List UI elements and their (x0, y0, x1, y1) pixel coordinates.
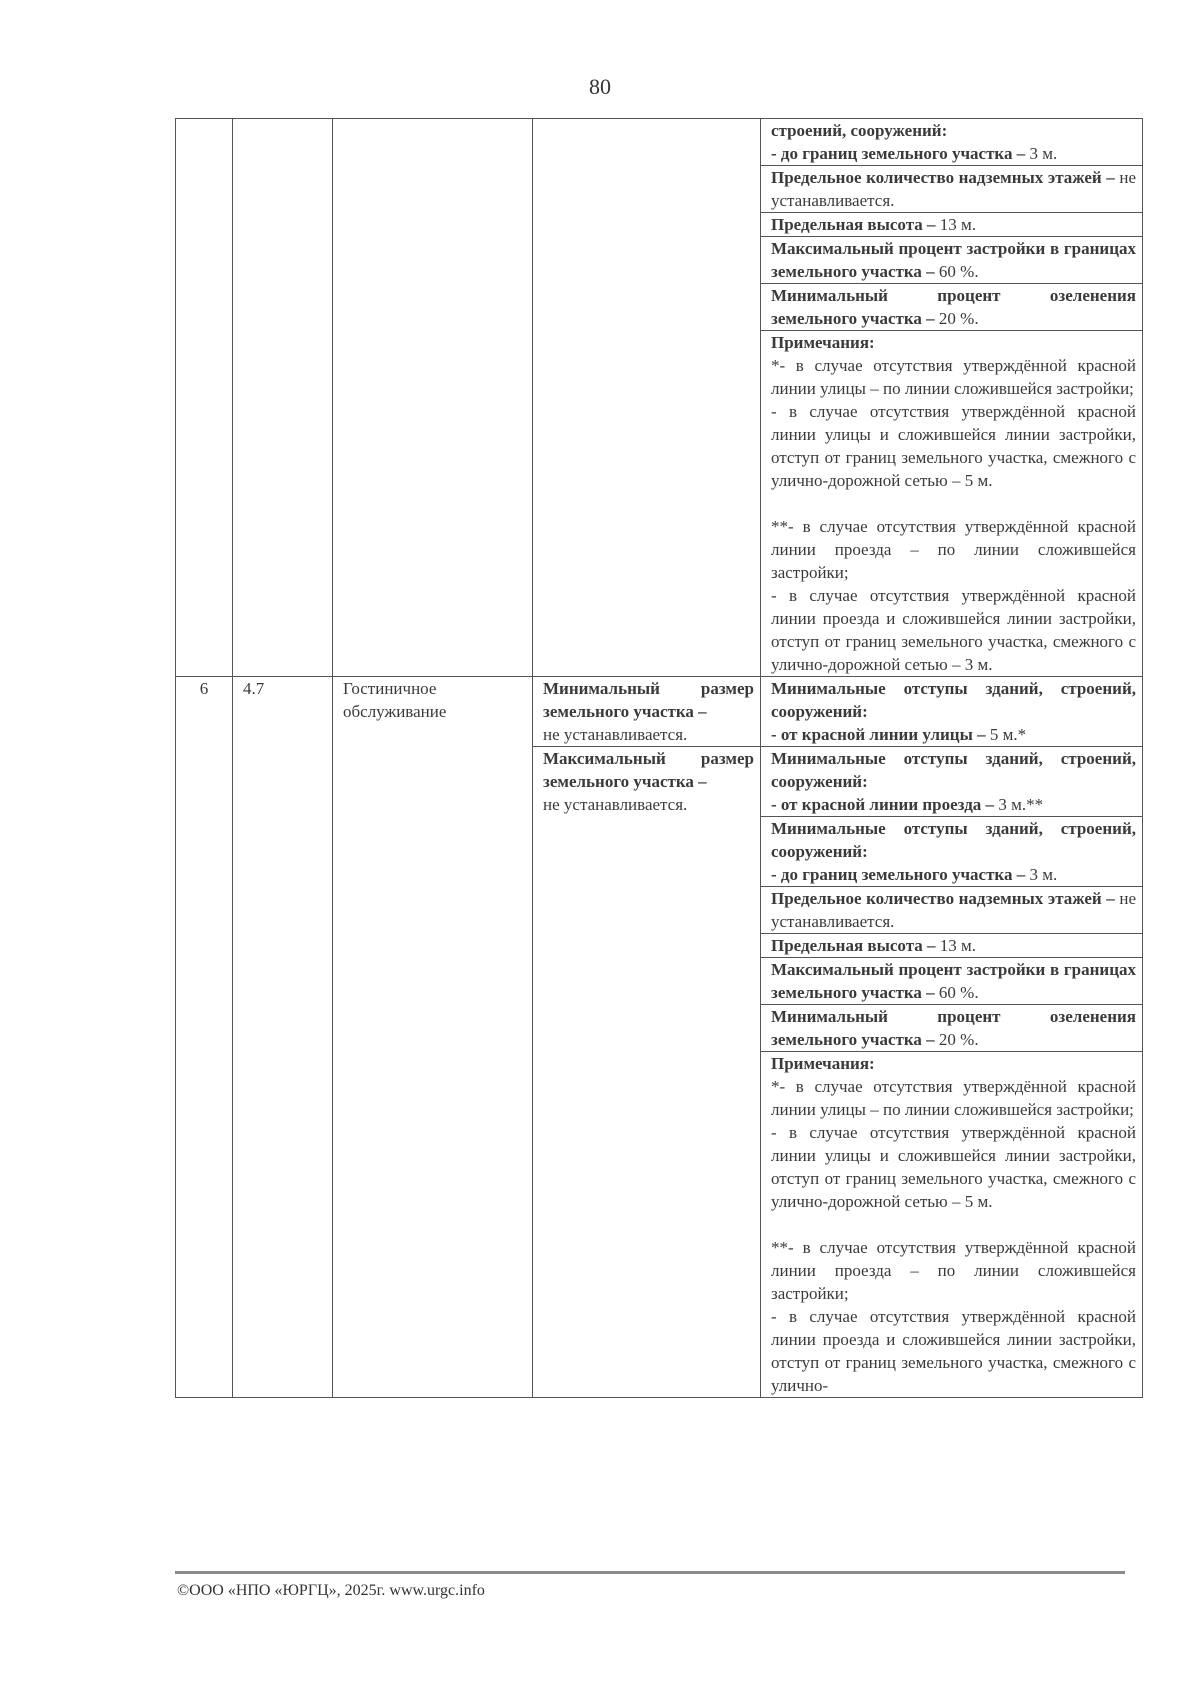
regulations-table (175, 118, 1143, 1398)
param-value: 3 м.** (998, 795, 1044, 814)
page-number: 80 (589, 74, 611, 99)
row-number: 6 (176, 677, 233, 1398)
note-line: - в случае отсутствия утверждённой красной линии проезда и сложившейся линии застройки, отступ от границ земельного участка, смежного с улично- (771, 1307, 1136, 1395)
note-line: **- в случае отсутствия утверждённой красной линии проезда – по линии сложившейся застройки; (771, 1238, 1136, 1303)
param-cell (761, 284, 1143, 331)
notes-title: Примечания: (771, 333, 875, 352)
param-value: 3 м. (1029, 865, 1058, 884)
max-size-label: Максимальный размер земельного участка – (543, 749, 754, 791)
param-label: - до границ земельного участка – (771, 865, 1030, 884)
notes-cell (761, 1052, 1143, 1398)
param-value: 5 м.* (989, 725, 1027, 744)
param-cell (761, 237, 1143, 284)
row-name: Гостиничное обслуживание (333, 677, 533, 1398)
footer-copyright: ©ООО «НПО «ЮРГЦ», 2025г. www.urgc.info (177, 1582, 485, 1599)
min-size-label: Минимальный размер земельного участка – (543, 679, 754, 721)
note-line: - в случае отсутствия утверждённой красной линии улицы и сложившейся линии застройки, отступ от границ земельного участка, смежного с улично-дорожной сетью – 5 м. (771, 402, 1136, 490)
param-value: 60 %. (938, 983, 979, 1002)
param-value: не устанавливается. (771, 168, 1136, 210)
note-line: *- в случае отсутствия утверждённой красной линии улицы – по линии сложившейся застройки; (771, 1077, 1136, 1119)
note-line: - в случае отсутствия утверждённой красной линии проезда и сложившейся линии застройки, отступ от границ земельного участка, смежного с улично-дорожной сетью – 3 м. (771, 586, 1136, 674)
footer-divider (175, 1571, 1125, 1574)
param-cell (761, 817, 1143, 887)
continuation-row (176, 119, 1143, 166)
cell-num-empty (176, 119, 233, 677)
param-value: 3 м. (1029, 144, 1058, 163)
param-label: Минимальные отступы зданий, строений, сооружений: (771, 679, 1136, 721)
param-value: 20 %. (938, 1030, 979, 1049)
param-label: Максимальный процент застройки в границах земельного участка – (771, 960, 1136, 1002)
param-cell (761, 934, 1143, 958)
param-label: Предельная высота – (771, 936, 940, 955)
max-size-cell (533, 747, 761, 1398)
note-line: **- в случае отсутствия утверждённой красной линии проезда – по линии сложившейся застройки; (771, 517, 1136, 582)
notes-title: Примечания: (771, 1054, 875, 1073)
param-label: Минимальный процент озеленения земельного участка – (771, 286, 1136, 328)
cell-name-empty (333, 119, 533, 677)
param-cell (761, 747, 1143, 817)
notes-cell (761, 331, 1143, 677)
param-label: Минимальные отступы зданий, строений, сооружений: (771, 819, 1136, 861)
min-size-cell (533, 677, 761, 747)
param-label: Предельное количество надземных этажей – (771, 168, 1120, 187)
param-value: 13 м. (939, 936, 977, 955)
param-value: не устанавливается. (771, 889, 1136, 931)
param-label: Предельная высота – (771, 215, 940, 234)
param-label: Минимальный процент озеленения земельного участка – (771, 1007, 1136, 1049)
min-size-value: не устанавливается. (543, 725, 688, 744)
param-cell (761, 958, 1143, 1005)
param-cell (761, 119, 1143, 166)
param-value: 60 %. (938, 262, 979, 281)
cell-size-empty (533, 119, 761, 677)
max-size-value: не устанавливается. (543, 795, 688, 814)
param-label: Максимальный процент застройки в границах земельного участка – (771, 239, 1136, 281)
note-line: - в случае отсутствия утверждённой красной линии улицы и сложившейся линии застройки, отступ от границ земельного участка, смежного с улично-дорожной сетью – 5 м. (771, 1123, 1136, 1211)
row-code: 4.7 (233, 677, 333, 1398)
table-row (176, 677, 1143, 747)
param-label: - до границ земельного участка – (771, 144, 1030, 163)
param-cell (761, 1005, 1143, 1052)
param-label: - от красной линии проезда – (771, 795, 999, 814)
param-cell (761, 677, 1143, 747)
param-cell (761, 213, 1143, 237)
param-label: - от красной линии улицы – (771, 725, 990, 744)
param-label: строений, сооружений: (771, 121, 948, 140)
param-label: Предельное количество надземных этажей – (771, 889, 1120, 908)
param-cell (761, 887, 1143, 934)
param-label: Минимальные отступы зданий, строений, сооружений: (771, 749, 1136, 791)
note-line: *- в случае отсутствия утверждённой красной линии улицы – по линии сложившейся застройки; (771, 356, 1136, 398)
param-cell (761, 166, 1143, 213)
cell-code-empty (233, 119, 333, 677)
param-value: 13 м. (939, 215, 977, 234)
param-value: 20 %. (938, 309, 979, 328)
